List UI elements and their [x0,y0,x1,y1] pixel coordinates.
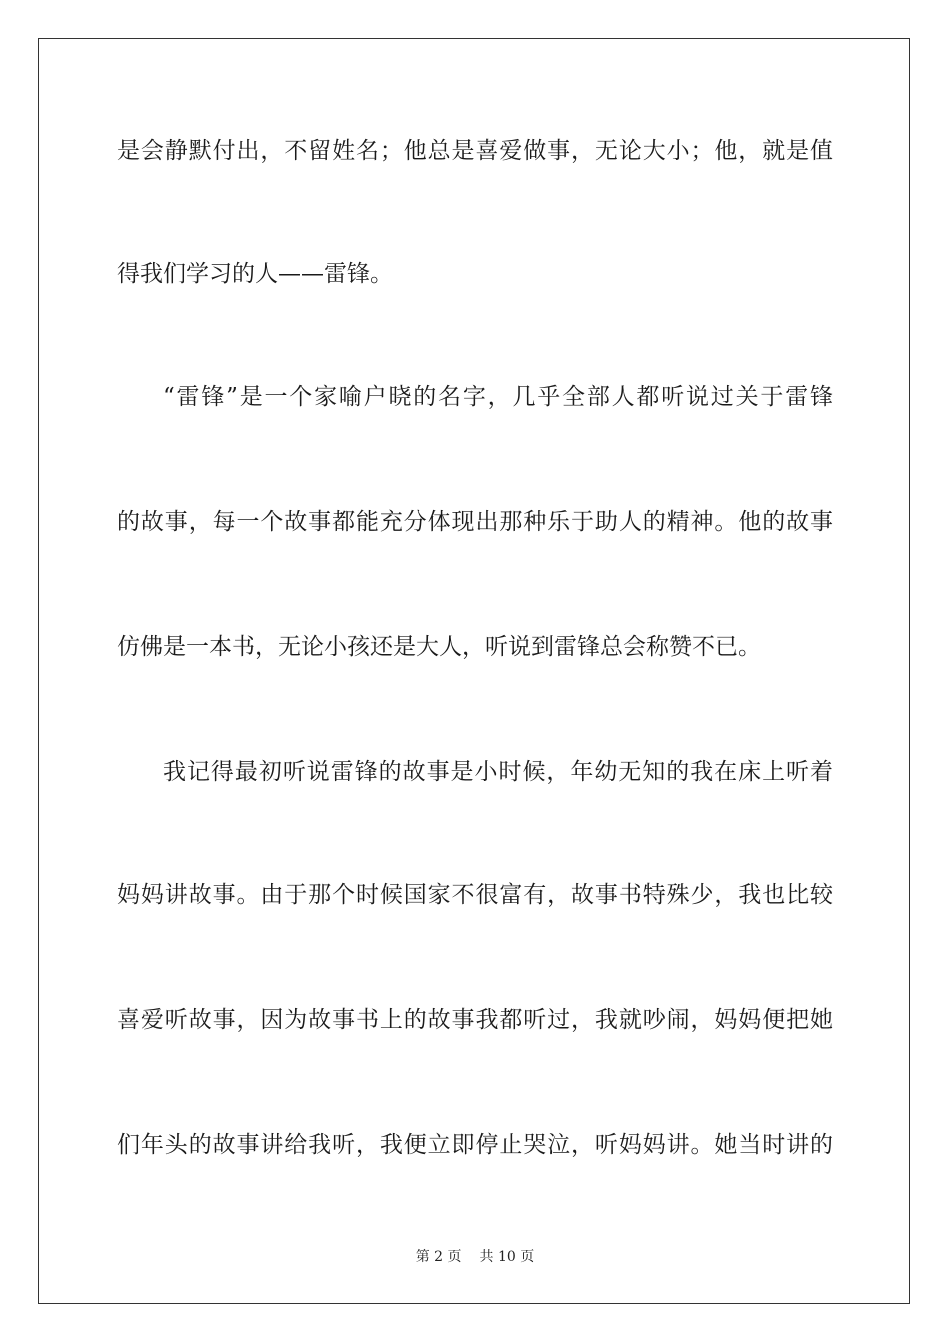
text-line: 得我们学习的人——雷锋。 [117,261,393,287]
text-line: 我记得最初听说雷锋的故事是小时候，年幼无知的我在床上听着 [163,759,833,785]
text-line: 妈妈讲故事。由于那个时候国家不很富有，故事书特殊少，我也比较 [117,882,833,908]
text-line: 仿佛是一本书，无论小孩还是大人，听说到雷锋总会称赞不已。 [117,634,761,660]
text-line: “雷锋”是一个家喻户晓的名字，几乎全部人都听说过关于雷锋 [163,384,833,410]
text-line: 的故事，每一个故事都能充分体现出那种乐于助人的精神。他的故事 [117,509,833,535]
page-footer [0,1248,950,1266]
text-line: 是会静默付出，不留姓名；他总是喜爱做事，无论大小；他，就是值 [117,138,833,164]
page-border [38,38,910,1304]
text-line: 喜爱听故事，因为故事书上的故事我都听过，我就吵闹，妈妈便把她 [117,1007,833,1033]
page-number: 第 2 页 [415,1249,462,1265]
page-total: 共 10 页 [479,1249,535,1265]
text-line: 们年头的故事讲给我听，我便立即停止哭泣，听妈妈讲。她当时讲的 [117,1132,833,1158]
